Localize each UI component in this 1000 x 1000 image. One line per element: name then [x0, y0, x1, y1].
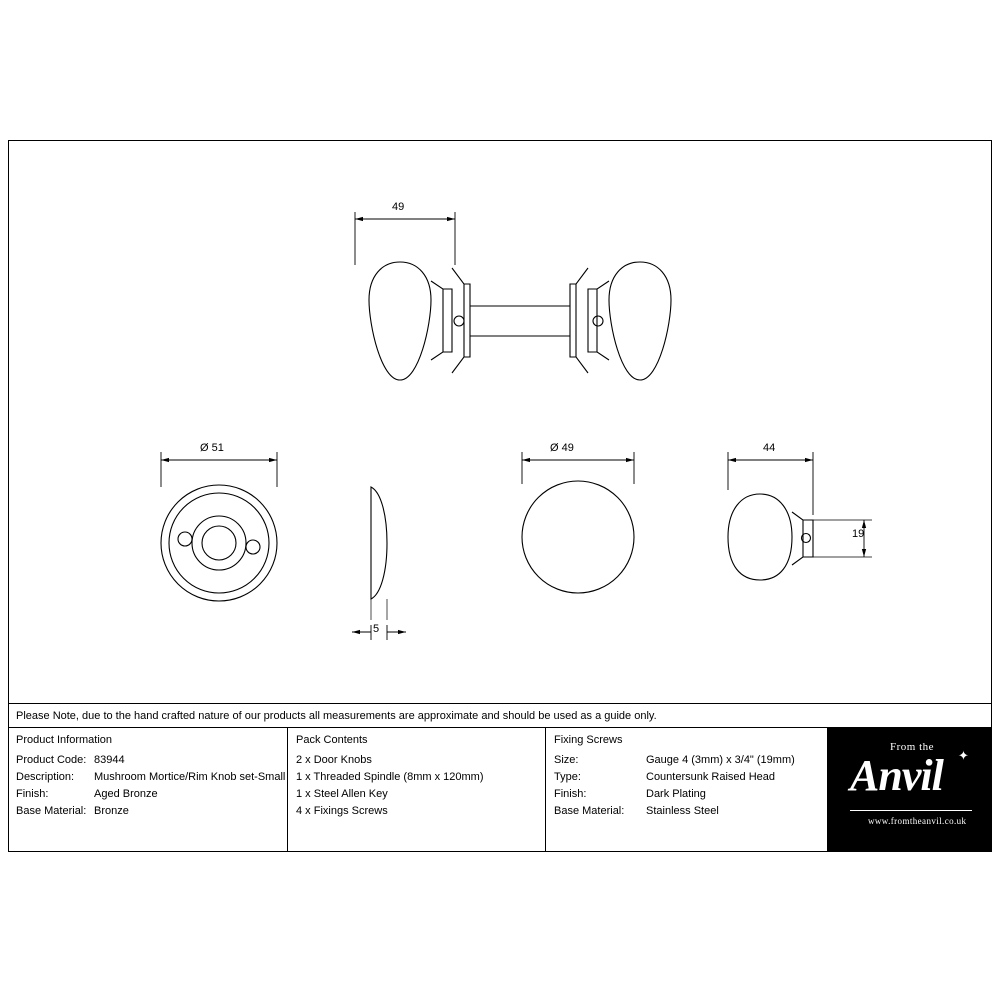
- table-row: [554, 752, 827, 769]
- specification-table: [8, 728, 992, 852]
- base-material-value: Bronze: [94, 805, 129, 817]
- logo-anvil-text: Anvil: [850, 751, 943, 800]
- base-material-label: Base Material:: [16, 805, 87, 817]
- screw-finish-value: Dark Plating: [646, 788, 706, 800]
- finish-value: Aged Bronze: [94, 788, 158, 800]
- table-row: [16, 752, 287, 769]
- screw-base-material-value: Stainless Steel: [646, 805, 719, 817]
- table-row: [16, 803, 287, 820]
- table-row: [16, 786, 287, 803]
- table-row: [554, 786, 827, 803]
- table-row: [554, 803, 827, 820]
- dim-label-rose-height: 19: [852, 528, 865, 540]
- screw-finish-label: Finish:: [554, 788, 587, 800]
- dim-label-rose-diameter: Ø 51: [200, 442, 224, 454]
- logo-website-url: www.fromtheanvil.co.uk: [868, 816, 967, 826]
- dim-label-knob-diameter: Ø 49: [550, 442, 574, 454]
- finish-label: Finish:: [16, 788, 49, 800]
- screw-type-label: Type:: [554, 771, 581, 783]
- product-information-column: [8, 728, 288, 852]
- measurement-note: Please Note, due to the hand crafted nature of our products all measurements are approximate and should be used as a guide only.: [8, 703, 992, 728]
- product-information-heading: Product Information: [16, 734, 112, 746]
- fixing-screws-heading: Fixing Screws: [554, 734, 623, 746]
- pack-contents-heading: Pack Contents: [296, 734, 368, 746]
- product-code-value: 83944: [94, 754, 125, 766]
- dim-label-knob-projection: 44: [763, 442, 776, 454]
- pack-contents-column: [288, 728, 546, 852]
- description-value: Mushroom Mortice/Rim Knob set-Small: [94, 771, 286, 783]
- screw-type-value: Countersunk Raised Head: [646, 771, 776, 783]
- product-code-label: Product Code:: [16, 754, 87, 766]
- screw-size-label: Size:: [554, 754, 579, 766]
- description-label: Description:: [16, 771, 75, 783]
- list-item: 1 x Threaded Spindle (8mm x 120mm): [296, 771, 484, 783]
- list-item: 4 x Fixings Screws: [296, 805, 388, 817]
- from-the-anvil-logo: [828, 728, 992, 852]
- brand-logo-column: [828, 728, 992, 852]
- table-row: [554, 769, 827, 786]
- logo-from-the-text: From the: [890, 741, 935, 753]
- list-item: 1 x Steel Allen Key: [296, 788, 388, 800]
- list-item: 2 x Door Knobs: [296, 754, 372, 766]
- table-row: [16, 769, 287, 786]
- fixing-screws-column: [546, 728, 828, 852]
- screw-size-value: Gauge 4 (3mm) x 3/4" (19mm): [646, 754, 795, 766]
- dim-label-top-width: 49: [392, 201, 405, 213]
- logo-divider: [850, 810, 972, 811]
- screw-base-material-label: Base Material:: [554, 805, 625, 817]
- dim-label-rose-thickness: 5: [373, 623, 380, 635]
- star-icon: ✦: [958, 748, 969, 763]
